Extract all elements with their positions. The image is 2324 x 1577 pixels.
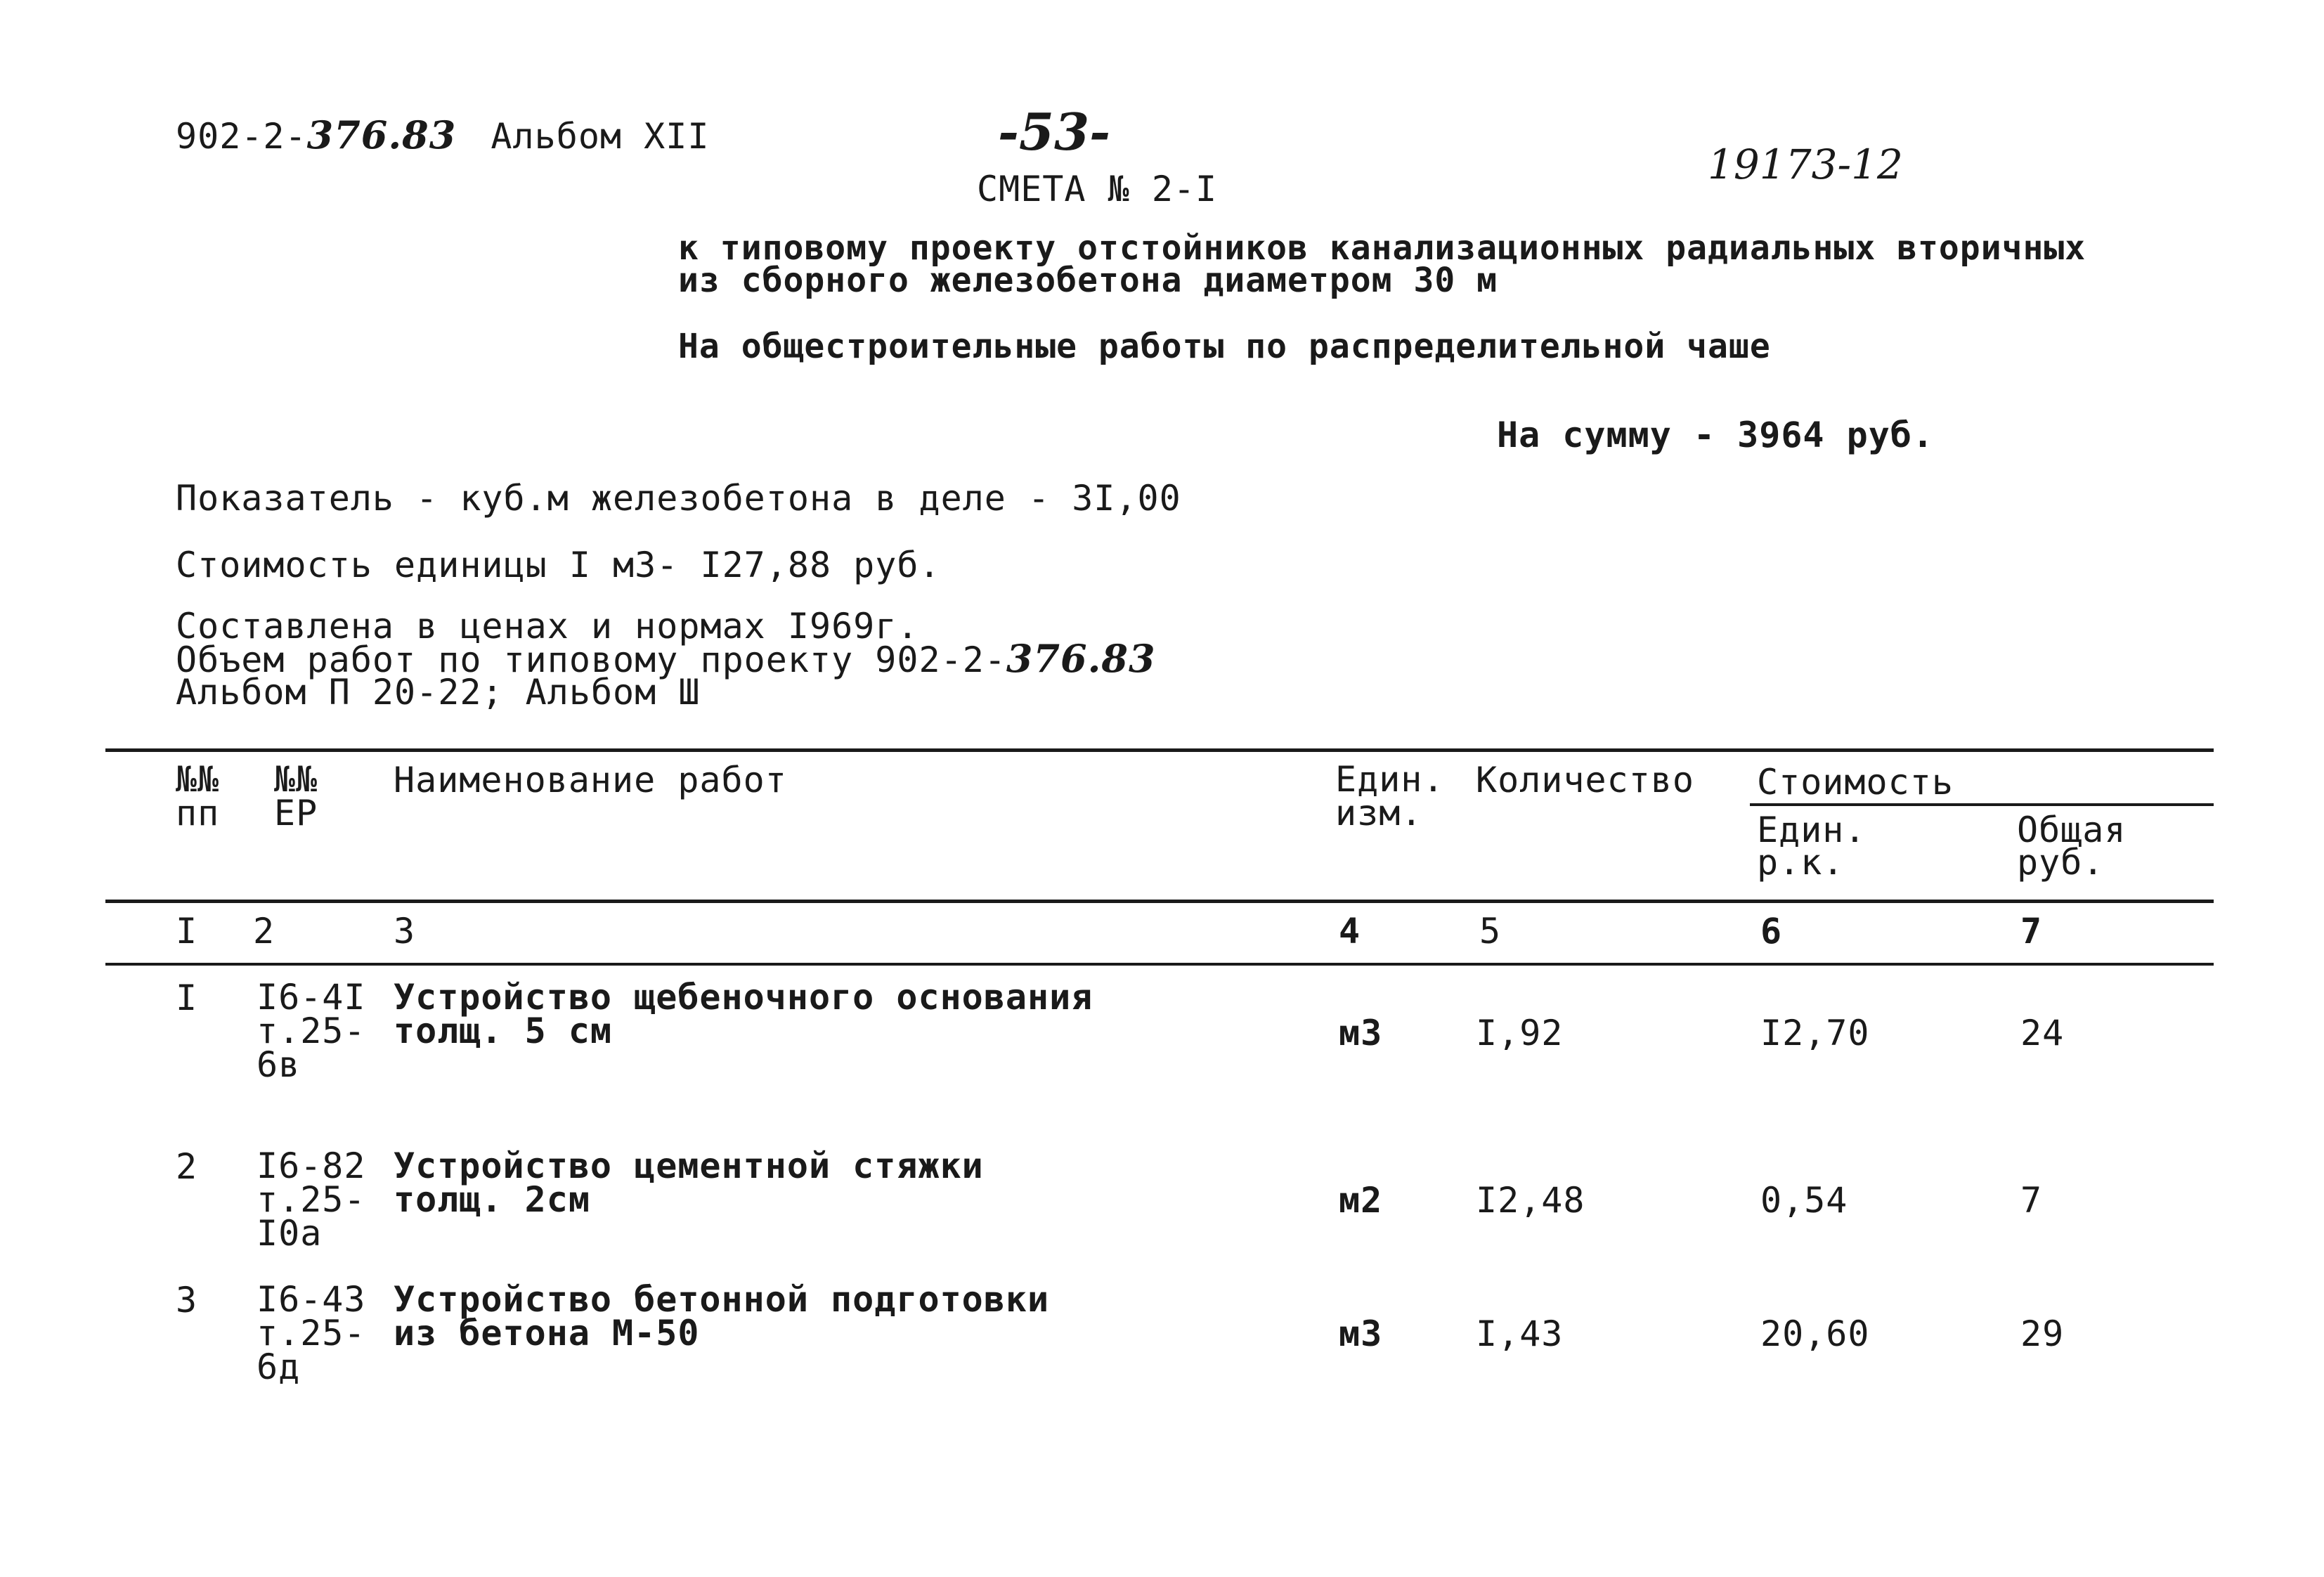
works-line: На общестроительные работы по распределительной чаше [678, 327, 1771, 366]
row-2-er: I6-82 т.25- I0а [257, 1146, 366, 1254]
header-bottom-rule [105, 900, 2214, 903]
row-2-unit: м2 [1339, 1180, 1383, 1221]
row-2-num: 2 [176, 1146, 198, 1187]
smeta-title: СМЕТА № 2-I [977, 169, 1218, 209]
col-number-5: 5 [1479, 911, 1502, 952]
subtitle-line-1: к типовому проекту отстойников канализационных радиальных вторичных [678, 228, 2086, 268]
page-number: -53- [998, 102, 1110, 162]
col-numbers-bottom-rule [105, 963, 2214, 966]
col-number-3: 3 [394, 911, 416, 952]
row-3-quantity: I,43 [1476, 1313, 1564, 1354]
row-1-er: I6-4I т.25- 6в [257, 977, 366, 1085]
row-1-total: 24 [2020, 1013, 2065, 1053]
archive-number: 19173-12 [1708, 141, 1903, 188]
row-3-unit: м3 [1339, 1313, 1383, 1354]
row-3-total: 29 [2020, 1313, 2065, 1354]
row-1-name: Устройство щебеночного основания толщ. 5 см [394, 977, 1093, 1051]
col-number-2: 2 [253, 911, 275, 952]
header-cost: Стоимость [1757, 762, 1954, 803]
composed-line: Составлена в ценах и нормах I969г. [176, 606, 919, 647]
col-number-6: 6 [1760, 911, 1783, 952]
header-cost-total: Общая руб. [2017, 810, 2127, 883]
albums-line: Альбом П 20-22; Альбом Ш [176, 672, 701, 713]
volume-line-printed: Объем работ по типовому проекту 902-2- [176, 640, 1006, 680]
header-work-name: Наименование работ [394, 760, 787, 800]
row-2-name: Устройство цементной стяжки толщ. 2см [394, 1146, 984, 1220]
unit-cost-line: Стоимость единицы I м3- I27,88 руб. [176, 545, 941, 585]
col-number-4: 4 [1339, 911, 1361, 952]
header-quantity: Количество [1476, 760, 1695, 800]
row-3-unit-price: 20,60 [1760, 1313, 1870, 1354]
header-cost-unit: Един. р.к. [1757, 810, 1867, 883]
table-top-rule [105, 748, 2214, 752]
indicator-line: Показатель - куб.м железобетона в деле - 3I,00 [176, 478, 1181, 519]
subtitle [678, 228, 2086, 300]
volume-line-handwritten: 376.83 [1006, 636, 1156, 681]
document-code [176, 112, 709, 157]
total-sum: На сумму - 3964 руб. [1497, 415, 1935, 455]
row-3-name: Устройство бетонной подготовки из бетона М-50 [394, 1279, 1050, 1354]
col-number-1: I [176, 911, 198, 952]
row-3-num: 3 [176, 1280, 198, 1320]
row-1-num: I [176, 978, 198, 1018]
volume-block [176, 606, 1156, 713]
row-1-quantity: I,92 [1476, 1013, 1564, 1053]
col-number-7: 7 [2020, 911, 2043, 952]
document-code-printed: 902-2- [176, 116, 307, 157]
header-num-er: №№ ЕР [274, 759, 318, 833]
document-code-handwritten: 376.83 [306, 112, 457, 157]
volume-line [176, 636, 1156, 681]
header-num-pp: №№ пп [176, 759, 220, 833]
row-2-total: 7 [2020, 1180, 2043, 1221]
row-2-unit-price: 0,54 [1760, 1180, 1848, 1221]
row-1-unit: м3 [1339, 1013, 1383, 1053]
row-1-unit-price: I2,70 [1760, 1013, 1870, 1053]
cost-subheader-rule [1750, 803, 2214, 806]
subtitle-line-2: из сборного железобетона диаметром 30 м [678, 261, 1498, 300]
album-label: Альбом XII [491, 116, 710, 157]
row-3-er: I6-43 т.25- 6д [257, 1279, 366, 1387]
row-2-quantity: I2,48 [1476, 1180, 1585, 1221]
header-unit: Един. изм. [1335, 759, 1445, 833]
